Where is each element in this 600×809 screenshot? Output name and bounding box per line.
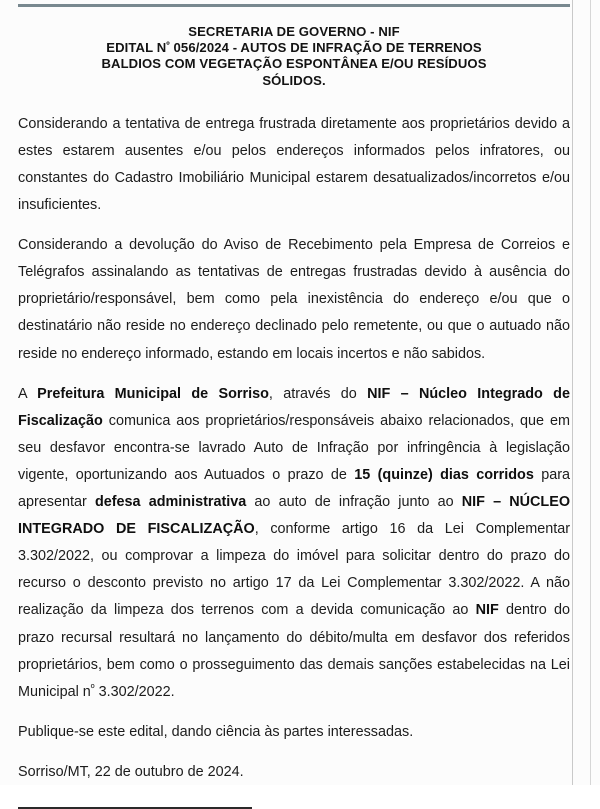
- paragraph-considerando-devolucao: Considerando a devolução do Aviso de Recebimento pela Empresa de Correios e Telégrafos assinalando as tentativas de entregas frustradas devido à ausência do proprietário/responsável, bem como pela inexistência do endereço e/ou que o destinatário não reside no endereço declinado pelo remetente, ou que o autuado não reside no endereço informado, estando em locais incertos e não sabidos.: [18, 237, 570, 362]
- p3-segment-2: , através do: [268, 385, 368, 402]
- title-line-3: BALDIOS COM VEGETAÇÃO ESPONTÂNEA E/OU RESÍDUOS: [101, 56, 487, 72]
- document-content: [18, 0, 570, 809]
- p3-segment-7: dentro do prazo recursal resultará no lançamento do débito/multa em desfavor dos referidos proprietários, bem como o prosseguimento das demais sanções estabelecidas na Lei Municipal n: [18, 602, 570, 700]
- p3-bold-nif: NIF: [475, 602, 499, 619]
- document-body: [18, 111, 570, 786]
- p3-bold-nif-caps: NIF – NÚCLEO INTEGRADO DE FISCALIZAÇÃO: [18, 494, 571, 538]
- column-separator-inner-rule: [572, 0, 573, 785]
- title-line-2: [32, 40, 556, 56]
- p3-segment-8: 3.302/2022.: [94, 683, 175, 700]
- paragraph-publique-se: Publique-se este edital, dando ciência às partes interessadas.: [18, 723, 414, 740]
- p3-bold-defesa: defesa administrativa: [94, 494, 247, 511]
- title-line-1: SECRETARIA DE GOVERNO - NIF: [188, 24, 400, 39]
- p3-bold-prazo: 15 (quinze) dias corridos: [354, 466, 534, 483]
- title-edital-suffix: 056/2024 - AUTOS DE INFRAÇÃO DE TERRENOS: [169, 40, 482, 56]
- title-line-4: SÓLIDOS.: [262, 72, 326, 88]
- p3-segment-4: para apresentar: [18, 466, 570, 511]
- p3-bold-nif-nucleo: NIF – Núcleo Integrado de Fiscalização: [18, 385, 570, 429]
- paragraph-local-data: Sorriso/MT, 22 de outubro de 2024.: [18, 763, 244, 780]
- title-edital-prefix: EDITAL N: [106, 40, 167, 56]
- top-divider-rule: [18, 4, 570, 7]
- p3-segment-6: , conforme artigo 16 da Lei Complementar 3.302/2022, ou comprovar a limpeza do imóvel para solicitar dentro do prazo do recurso o desconto previsto no artigo 17 da Lei Complementar 3.302/2022. A não realização da limpeza dos terrenos com a devida comunicação ao: [18, 521, 570, 619]
- document-title-block: [18, 24, 570, 89]
- p3-segment-3: comunica aos proprietários/responsáveis abaixo relacionados, que em seu desfavor encontra-se lavrado Auto de Infração por infringência à legislação vigente, oportunizando aos Autuados o prazo de: [18, 412, 570, 483]
- paragraph-prefeitura-comunicacao: [18, 381, 570, 706]
- p3-segment-1: A: [18, 385, 38, 402]
- paragraph-considerando-entrega: Considerando a tentativa de entrega frustrada diretamente aos proprietários devido a estes estarem ausentes e/ou pelos endereços informados pelos infratores, ou constantes do Cadastro Imobiliário Municipal estarem desatualizados/incorretos e/ou insuficientes.: [18, 115, 570, 214]
- title-ordinal-indicator: º: [166, 39, 170, 51]
- p3-bold-prefeitura: Prefeitura Municipal de Sorriso: [37, 385, 269, 402]
- column-separator-outer-rule: [590, 0, 591, 785]
- p3-ordinal-indicator: º: [90, 683, 95, 695]
- p3-segment-5: ao auto de infração junto ao: [246, 494, 462, 511]
